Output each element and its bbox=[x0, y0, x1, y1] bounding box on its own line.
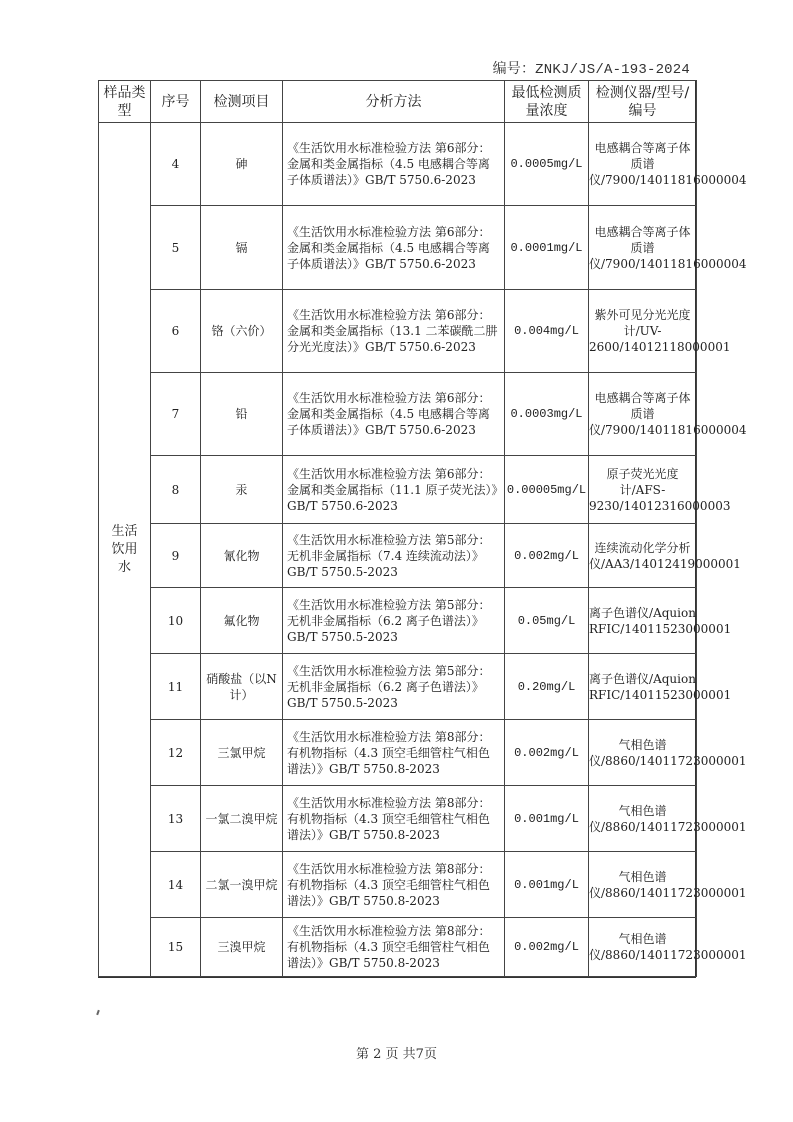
method-cell: 《生活饮用水标准检验方法 第6部分：金属和类金属指标（4.5 电感耦合等离子体质谱法）》GB/T 5750.6-2023 bbox=[283, 373, 505, 456]
table-row bbox=[99, 852, 697, 918]
item-cell: 铬（六价） bbox=[201, 290, 283, 373]
item-cell: 硝酸盐（以N计） bbox=[201, 654, 283, 720]
seq-cell: 9 bbox=[151, 524, 201, 588]
seq-cell: 5 bbox=[151, 206, 201, 290]
table-row bbox=[99, 290, 697, 373]
method-table bbox=[98, 80, 747, 977]
seq-cell: 13 bbox=[151, 786, 201, 852]
item-cell: 三溴甲烷 bbox=[201, 918, 283, 977]
table-row bbox=[99, 786, 697, 852]
limit-cell: 0.0003mg/L bbox=[505, 373, 589, 456]
instrument-cell: 紫外可见分光光度计/UV-2600/14012118000001 bbox=[589, 290, 697, 373]
seq-cell: 6 bbox=[151, 290, 201, 373]
seq-cell: 10 bbox=[151, 588, 201, 654]
instrument-cell: 电感耦合等离子体质谱仪/7900/14011816000004 bbox=[589, 206, 697, 290]
instrument-cell: 气相色谱仪/8860/14011723000001 bbox=[589, 786, 697, 852]
seq-cell: 7 bbox=[151, 373, 201, 456]
item-cell: 铅 bbox=[201, 373, 283, 456]
item-cell: 镉 bbox=[201, 206, 283, 290]
method-cell: 《生活饮用水标准检验方法 第6部分：金属和类金属指标（13.1 二苯碳酰二肼分光光度法）》GB/T 5750.6-2023 bbox=[283, 290, 505, 373]
limit-cell: 0.20mg/L bbox=[505, 654, 589, 720]
method-cell: 《生活饮用水标准检验方法 第8部分：有机物指标（4.3 顶空毛细管柱气相色谱法）》GB/T 5750.8-2023 bbox=[283, 720, 505, 786]
limit-cell: 0.002mg/L bbox=[505, 524, 589, 588]
table-row bbox=[99, 918, 697, 977]
instrument-cell: 电感耦合等离子体质谱仪/7900/14011816000004 bbox=[589, 373, 697, 456]
item-cell: 三氯甲烷 bbox=[201, 720, 283, 786]
instrument-cell: 原子荧光光度计/AFS-9230/14012316000003 bbox=[589, 456, 697, 524]
instrument-cell: 离子色谱仪/Aquion RFIC/14011523000001 bbox=[589, 588, 697, 654]
instrument-cell: 电感耦合等离子体质谱仪/7900/14011816000004 bbox=[589, 123, 697, 206]
scan-mark bbox=[96, 1010, 100, 1015]
header-seq: 序号 bbox=[151, 81, 201, 123]
seq-cell: 11 bbox=[151, 654, 201, 720]
limit-cell: 0.05mg/L bbox=[505, 588, 589, 654]
limit-cell: 0.0005mg/L bbox=[505, 123, 589, 206]
table-row bbox=[99, 654, 697, 720]
instrument-cell: 离子色谱仪/Aquion RFIC/14011523000001 bbox=[589, 654, 697, 720]
table-row bbox=[99, 588, 697, 654]
seq-cell: 15 bbox=[151, 918, 201, 977]
instrument-cell: 气相色谱仪/8860/14011723000001 bbox=[589, 720, 697, 786]
header-sample-type: 样品类型 bbox=[99, 81, 151, 123]
method-cell: 《生活饮用水标准检验方法 第5部分：无机非金属指标（7.4 连续流动法）》GB/T 5750.5-2023 bbox=[283, 524, 505, 588]
limit-cell: 0.002mg/L bbox=[505, 720, 589, 786]
table-row bbox=[99, 206, 697, 290]
document-number: 编号：ZNKJ/JS/A-193-2024 bbox=[492, 62, 690, 78]
method-cell: 《生活饮用水标准检验方法 第8部分：有机物指标（4.3 顶空毛细管柱气相色谱法）》GB/T 5750.8-2023 bbox=[283, 786, 505, 852]
limit-cell: 0.001mg/L bbox=[505, 786, 589, 852]
table-row bbox=[99, 123, 697, 206]
sample-type-label: 生活饮用水 bbox=[111, 523, 138, 575]
limit-cell: 0.004mg/L bbox=[505, 290, 589, 373]
table-row bbox=[99, 456, 697, 524]
item-cell: 砷 bbox=[201, 123, 283, 206]
method-cell: 《生活饮用水标准检验方法 第5部分：无机非金属指标（6.2 离子色谱法）》GB/T 5750.5-2023 bbox=[283, 588, 505, 654]
sample-type-cell bbox=[99, 123, 151, 977]
method-cell: 《生活饮用水标准检验方法 第6部分：金属和类金属指标（11.1 原子荧光法）》GB/T 5750.6-2023 bbox=[283, 456, 505, 524]
table-row bbox=[99, 373, 697, 456]
method-cell: 《生活饮用水标准检验方法 第6部分：金属和类金属指标（4.5 电感耦合等离子体质谱法）》GB/T 5750.6-2023 bbox=[283, 206, 505, 290]
table-row bbox=[99, 524, 697, 588]
limit-cell: 0.0001mg/L bbox=[505, 206, 589, 290]
limit-cell: 0.00005mg/L bbox=[505, 456, 589, 524]
header-instrument: 检测仪器/型号/编号 bbox=[589, 81, 697, 123]
instrument-cell: 气相色谱仪/8860/14011723000001 bbox=[589, 852, 697, 918]
item-cell: 氟化物 bbox=[201, 588, 283, 654]
limit-cell: 0.002mg/L bbox=[505, 918, 589, 977]
header-limit: 最低检测质量浓度 bbox=[505, 81, 589, 123]
instrument-cell: 连续流动化学分析仪/AA3/14012419000001 bbox=[589, 524, 697, 588]
method-cell: 《生活饮用水标准检验方法 第8部分：有机物指标（4.3 顶空毛细管柱气相色谱法）》GB/T 5750.8-2023 bbox=[283, 918, 505, 977]
header-method: 分析方法 bbox=[283, 81, 505, 123]
seq-cell: 14 bbox=[151, 852, 201, 918]
seq-cell: 12 bbox=[151, 720, 201, 786]
limit-cell: 0.001mg/L bbox=[505, 852, 589, 918]
method-cell: 《生活饮用水标准检验方法 第8部分：有机物指标（4.3 顶空毛细管柱气相色谱法）》GB/T 5750.8-2023 bbox=[283, 852, 505, 918]
seq-cell: 4 bbox=[151, 123, 201, 206]
instrument-cell: 气相色谱仪/8860/14011723000001 bbox=[589, 918, 697, 977]
method-cell: 《生活饮用水标准检验方法 第5部分：无机非金属指标（6.2 离子色谱法）》GB/T 5750.5-2023 bbox=[283, 654, 505, 720]
header-item: 检测项目 bbox=[201, 81, 283, 123]
page-footer: 第 2 页 共7页 bbox=[356, 1047, 437, 1062]
item-cell: 汞 bbox=[201, 456, 283, 524]
method-cell: 《生活饮用水标准检验方法 第6部分：金属和类金属指标（4.5 电感耦合等离子体质谱法）》GB/T 5750.6-2023 bbox=[283, 123, 505, 206]
item-cell: 氰化物 bbox=[201, 524, 283, 588]
item-cell: 一氯二溴甲烷 bbox=[201, 786, 283, 852]
item-cell: 二氯一溴甲烷 bbox=[201, 852, 283, 918]
table-row bbox=[99, 720, 697, 786]
seq-cell: 8 bbox=[151, 456, 201, 524]
header-row bbox=[99, 81, 697, 123]
